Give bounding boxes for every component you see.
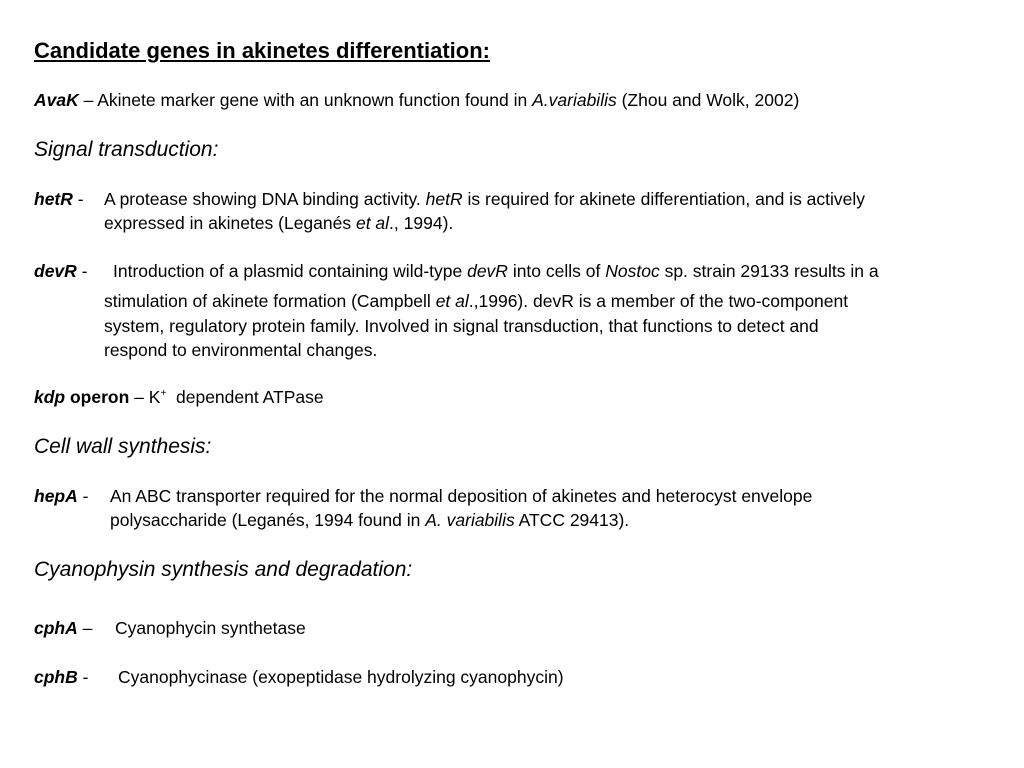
kdp-superscript: + (160, 388, 167, 400)
hetr-line-1 (104, 189, 865, 210)
devr-label (34, 261, 88, 282)
kdp-entry (34, 387, 324, 408)
avak-gene: AvaK (34, 90, 79, 110)
hetr-text: expressed in akinetes (Leganés (104, 213, 356, 233)
section-cyanophysin: Cyanophysin synthesis and degradation: (34, 558, 413, 581)
avak-desc-a: Akinete marker gene with an unknown function found in (97, 90, 533, 110)
hepa-text: ATCC 29413). (514, 510, 630, 530)
devr-line-4: respond to environmental changes. (104, 340, 378, 360)
avak-desc-b: (Zhou and Wolk, 2002) (616, 90, 800, 110)
kdp-operon: operon (65, 387, 130, 407)
hetr-sep: - (72, 189, 84, 209)
cpha-sep: – (77, 618, 93, 638)
devr-genus: Nostoc (605, 261, 660, 281)
devr-line-3: system, regulatory protein family. Involved in signal transduction, that functions to detect and (104, 316, 819, 336)
kdp-desc: dependent ATPase (166, 387, 324, 407)
cpha-desc: Cyanophycin synthetase (115, 618, 306, 638)
hetr-text: A protease showing DNA binding activity. (104, 189, 426, 209)
devr-text: sp. strain 29133 results in a (659, 261, 879, 281)
devr-sep: - (76, 261, 88, 281)
hetr-text: is required for akinete differentiation, and is actively (462, 189, 866, 209)
cpha-gene: cphA (34, 618, 78, 638)
slide-title: Candidate genes in akinetes differentiation: (34, 38, 490, 63)
hetr-line-2 (104, 213, 453, 234)
devr-text: Introduction of a plasmid containing wild-type (113, 261, 468, 281)
hetr-etal: et al (355, 213, 390, 233)
hetr-gene: hetR (34, 189, 73, 209)
avak-sep: – (78, 90, 98, 110)
section-signal-transduction: Signal transduction: (34, 138, 219, 161)
cpha-label (34, 618, 92, 639)
devr-line-1 (113, 261, 879, 282)
cphb-label (34, 667, 88, 688)
devr-text: stimulation of akinete formation (Campbell (104, 291, 436, 311)
devr-gene-inline: devR (467, 261, 508, 281)
hepa-species: A. variabilis (425, 510, 515, 530)
hepa-text: polysaccharide (Leganés, 1994 found in (110, 510, 426, 530)
hepa-line-2 (110, 510, 629, 531)
kdp-sep: – K (129, 387, 161, 407)
devr-text: into cells of (507, 261, 606, 281)
cphb-sep: - (77, 667, 89, 687)
hepa-gene: hepA (34, 486, 78, 506)
hetr-gene-inline: hetR (425, 189, 463, 209)
cphb-gene: cphB (34, 667, 78, 687)
hepa-sep: - (77, 486, 89, 506)
hetr-label (34, 189, 84, 210)
cphb-desc: Cyanophycinase (exopeptidase hydrolyzing cyanophycin) (118, 667, 564, 687)
devr-line-2 (104, 291, 848, 312)
devr-etal: et al (435, 291, 469, 311)
avak-entry (34, 90, 799, 111)
kdp-gene: kdp (34, 387, 66, 407)
hepa-label (34, 486, 88, 507)
hepa-line-1: An ABC transporter required for the normal deposition of akinetes and heterocyst envelope (110, 486, 813, 506)
devr-text: .,1996). devR is a member of the two-component (468, 291, 849, 311)
section-cell-wall: Cell wall synthesis: (34, 435, 212, 458)
avak-species: A.variabilis (532, 90, 617, 110)
hetr-text: ., 1994). (389, 213, 454, 233)
devr-gene: devR (34, 261, 77, 281)
